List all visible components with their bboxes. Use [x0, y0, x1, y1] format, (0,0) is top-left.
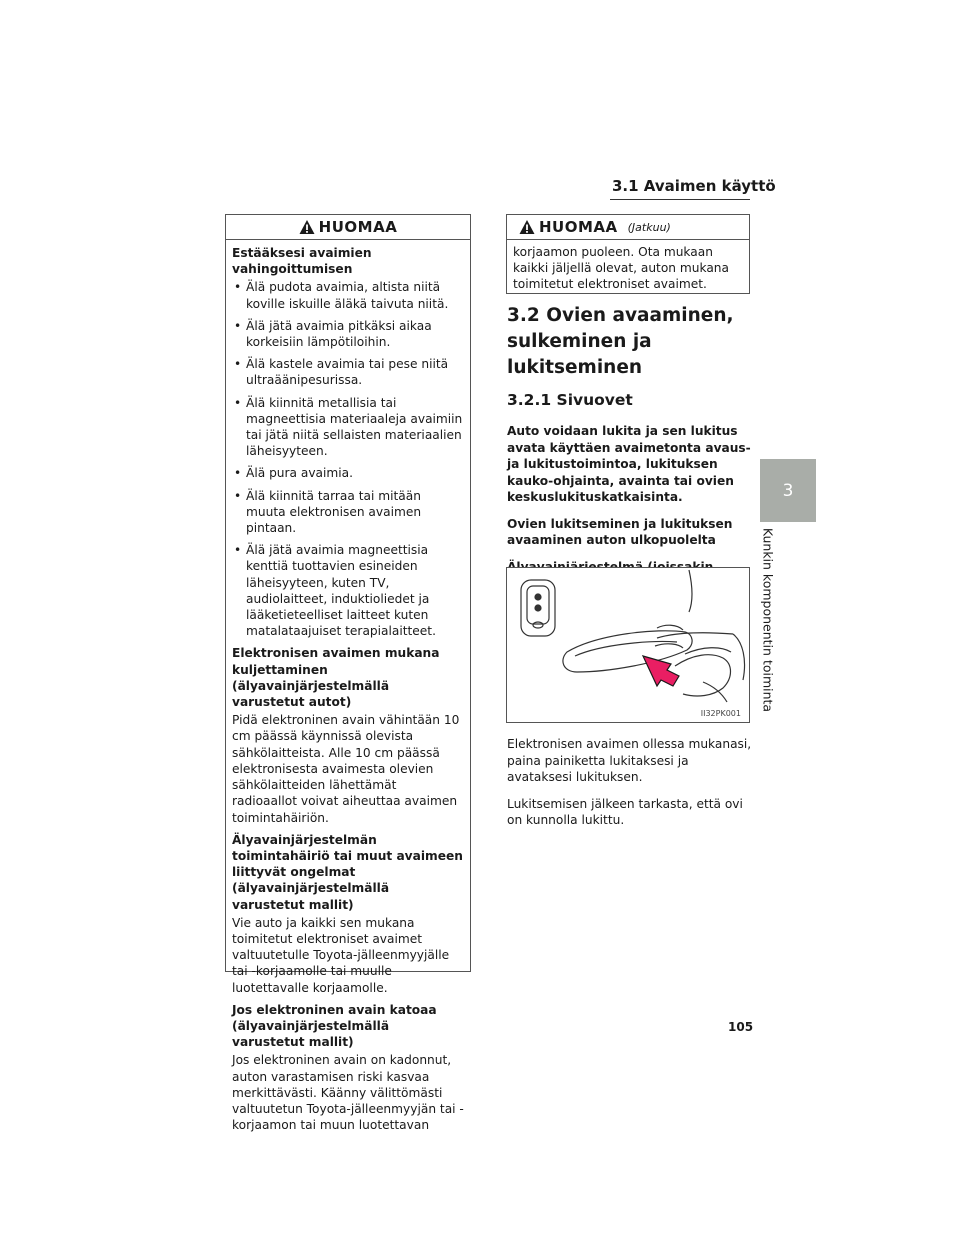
page-number: 105 — [728, 1020, 754, 1034]
notice-body — [226, 240, 470, 1145]
section-title: 3.2 Ovien avaaminen, sulkeminen ja lukitseminen — [507, 305, 734, 378]
notice-paragraph: Vie auto ja kaikki sen mukana toimitetut elektroniset avaimet valtuutetulle Toyota-jälleenmyyjälle tai -korjaamolle tai muulle luotettavalle korjaamolle. — [232, 915, 450, 995]
subsection-title: 3.2.1 Sivuovet — [507, 391, 633, 409]
door-handle-illustration — [507, 568, 749, 722]
notice-heading: Estääksesi avaimien vahingoittumisen — [232, 246, 372, 277]
notice-paragraph: Jos elektroninen avain on kadonnut, auton varastamisen riski kasvaa merkittävästi. Käänny välittömästi valtuutetun Toyota-jälleenmyyjän tai -korjaamon tai muun luotettavan — [232, 1053, 464, 1133]
chapter-side-label — [752, 520, 784, 720]
list-item: • Älä pura avaimia. — [232, 465, 464, 481]
intro-text: Auto voidaan lukita ja sen lukitus avata käyttäen avaimetonta avaus- ja lukitustoimintoa, lukituksen kauko-ohjainta, avainta tai ovien keskuslukituskatkaisinta. — [507, 424, 751, 504]
list-item: • Älä jätä avaimia pitkäksi aikaa korkeisiin lämpötiloihin. — [232, 318, 464, 350]
notice-body — [507, 240, 749, 299]
notice-box-right — [506, 214, 750, 294]
notice-bullet-list — [232, 279, 464, 639]
figure-code: II32PK001 — [700, 709, 741, 718]
notice-heading: Jos elektroninen avain katoaa (älyavainjärjestelmällä varustetut mallit) — [232, 1002, 437, 1050]
warning-icon — [519, 219, 535, 235]
notice-heading: Älyavainjärjestelmän toimintahäiriö tai muut avaimeen liittyvät ongelmat (älyavainjärjestelmällä varustetut mallit) — [232, 832, 463, 912]
notice-paragraph: Pidä elektroninen avain vähintään 10 cm päässä käynnissä olevista sähkölaitteista. Alle 10 cm päässä elektronisesta avaimesta olevien sähkölaitteiden lähettämät radioaallot voivat aiheuttaa avaimen toimintahäiriön. — [232, 713, 460, 825]
continued-label: (Jatkuu) — [627, 220, 671, 234]
notice-header — [226, 215, 470, 240]
chapter-tab — [760, 459, 816, 522]
sub-heading: Ovien lukitseminen ja lukituksen avaaminen auton ulkopuolelta — [507, 516, 733, 547]
body-paragraph: Lukitsemisen jälkeen tarkasta, että ovi on kunnolla lukittu. — [507, 796, 743, 827]
notice-heading: Elektronisen avaimen mukana kuljettaminen (älyavainjärjestelmällä varustetut autot) — [232, 646, 440, 710]
list-item: • Älä jätä avaimia magneettisia kenttiä tuottavien esineiden läheisyyteen, kuten TV, audiolaitteet, induktioliedet ja lääketieteelliset laitteet kuten matalataajuiset terapialaitteet. — [232, 542, 464, 639]
figure-door-handle — [506, 567, 750, 723]
list-item: • Älä kastele avaimia tai pese niitä ultraäänipesurissa. — [232, 356, 464, 388]
notice-title: HUOMAA — [539, 218, 618, 236]
list-item: • Älä kiinnitä tarraa tai mitään muuta elektronisen avaimen pintaan. — [232, 488, 464, 537]
chapter-number: 3 — [782, 480, 794, 501]
running-header: 3.1 Avaimen käyttö — [612, 177, 776, 195]
list-item: • Älä kiinnitä metallisia tai magneettisia materiaaleja avaimiin tai jätä niitä sellaisten materiaalien läheisyyteen. — [232, 395, 464, 460]
notice-title: HUOMAA — [318, 218, 398, 236]
list-item: • Älä pudota avaimia, altista niitä koville iskuille äläkä taivuta niitä. — [232, 279, 464, 311]
notice-paragraph: korjaamon puoleen. Ota mukaan kaikki jäljellä olevat, auton mukana toimitetut elektroniset avaimet. — [513, 245, 729, 292]
section-content — [507, 303, 757, 602]
chapter-label-text: Kunkin komponentin toiminta — [760, 527, 776, 713]
warning-icon — [299, 219, 315, 235]
body-paragraph: Elektronisen avaimen ollessa mukanasi, paina painiketta lukitaksesi ja avataksesi lukituksen. — [507, 737, 752, 784]
header-rule — [610, 199, 750, 200]
notice-box-left — [225, 214, 471, 1133]
section-body — [507, 736, 757, 839]
notice-header — [507, 215, 749, 240]
